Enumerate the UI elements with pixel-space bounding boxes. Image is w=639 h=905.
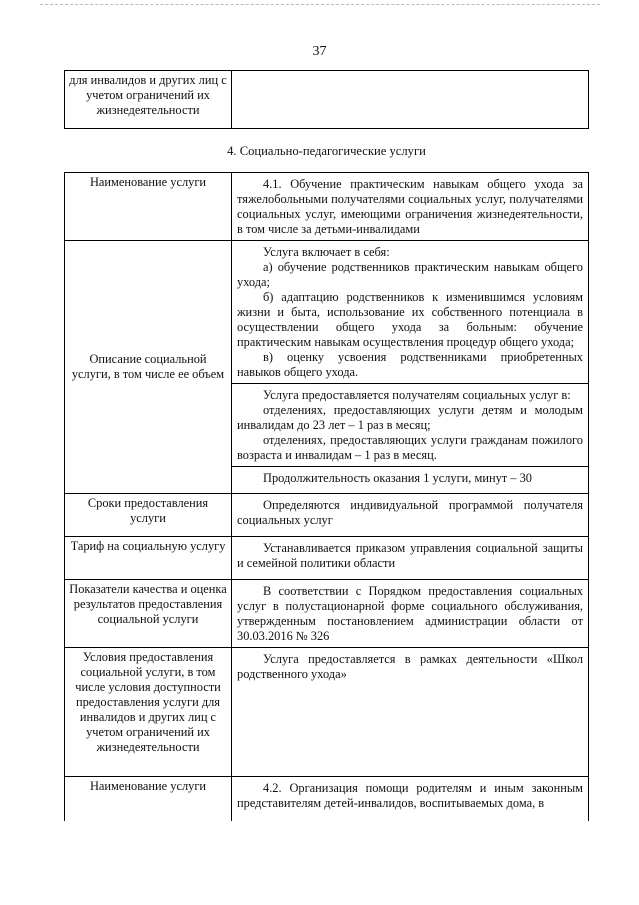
row-label-quality: Показатели качества и оценка результатов предоставления социальной услуги [65,580,232,648]
page-number: 37 [312,44,327,59]
duration-text: Продолжительность оказания 1 услуги, минут – 30 [263,471,532,485]
table-row [65,494,589,537]
service-name-2-value: 4.2. Организация помощи родителям и иным законным представителям детей-инвалидов, воспитываемых дома, в [237,781,583,810]
provision-item-1: отделениях, предоставляющих услуги детям и молодым инвалидам до 23 лет – 1 раз в месяц; [237,403,583,432]
table-row [65,648,589,777]
service-table [64,172,589,821]
provision-intro: Услуга предоставляется получателям социальных услуг в: [263,388,571,402]
table-row [65,580,589,648]
table-row [65,71,589,129]
tariff-value: Устанавливается приказом управления социальной защиты и семейной политики области [237,541,583,570]
table-row [65,777,589,822]
row-label-name: Наименование услуги [65,173,232,241]
table-row [65,537,589,580]
description-item-c: в) оценку усвоения родственниками приобретенных навыков общего ухода. [237,350,583,379]
row-value [232,71,589,129]
table-row [65,241,589,384]
row-label-description: Описание социальной услуги, в том числе ее объем [65,241,232,494]
provision-item-2: отделениях, предоставляющих услуги гражданам пожилого возраста и инвалидам – 1 раз в месяц. [237,433,583,462]
row-label-tariff: Тариф на социальную услугу [65,537,232,580]
description-intro: Услуга включает в себя: [263,245,390,259]
quality-value: В соответствии с Порядком предоставления социальных услуг в полустационарной форме социального обслуживания, утвержденным постановлением администрации области от 30.03.2016 № 326 [237,584,583,643]
row-label: для инвалидов и других лиц с учетом ограничений их жизнедеятельности [65,71,232,129]
row-label-name-2: Наименование услуги [65,777,232,822]
conditions-value: Услуга предоставляется в рамках деятельности «Школ родственного ухода» [237,652,583,681]
terms-value: Определяются индивидуальной программой получателя социальных услуг [237,498,583,527]
row-label-conditions: Условия предоставления социальной услуги, в том числе условия доступности предоставления услуги для инвалидов и других лиц с учетом ограничений их жизнедеятельности [65,648,232,777]
row-label-terms: Сроки предоставления услуги [65,494,232,537]
table-row [65,173,589,241]
service-name-value: 4.1. Обучение практическим навыкам общего ухода за тяжелобольными получателями социальных услуг, получателями социальных услуг, имеющими ограничения жизнедеятельности, в том числе за детьми-инвалидами [237,177,583,236]
description-item-b: б) адаптацию родственников к изменившимся условиям жизни и быта, использование их собственного потенциала в осуществлении общего ухода за больным: обучение практическим навыкам осуществления процедур общего ухода; [237,290,583,349]
scan-edge-line [40,4,600,5]
description-item-a: а) обучение родственников практическим навыкам общего ухода; [237,260,583,289]
section-title: 4. Социально-педагогические услуги [227,144,426,158]
continuation-table [64,70,589,129]
